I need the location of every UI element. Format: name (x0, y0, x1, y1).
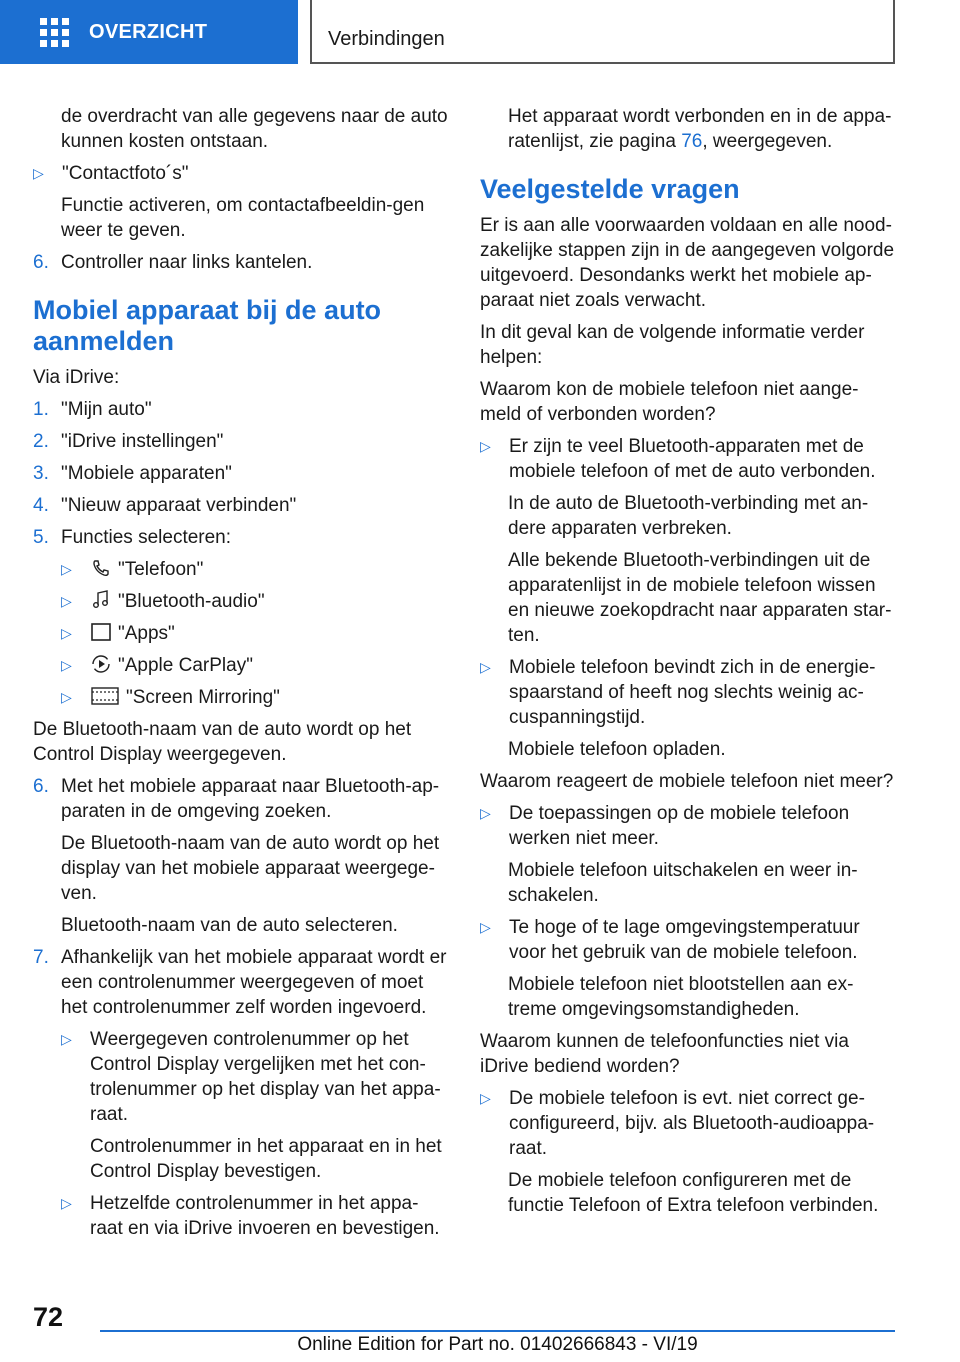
paragraph: Alle bekende Bluetooth-verbindingen uit de apparatenlijst in de mobiele telefoon wissen en nieuwe zoekopdracht naar apparaten star-ten. (508, 550, 892, 646)
list-item-text: "iDrive instellingen" (61, 431, 224, 452)
function-label: "Telefoon" (118, 559, 204, 580)
page-link[interactable]: 76 (681, 131, 703, 152)
paragraph: Mobiele telefoon niet blootstellen aan ex-treme omgevingsomstandigheden. (508, 974, 854, 1020)
list-item-text: Functies selecteren: (61, 527, 232, 548)
paragraph: De Bluetooth-naam van de auto wordt op het Control Display weergegeven. (33, 719, 412, 765)
step-number: 7. (33, 947, 49, 968)
paragraph: Er is aan alle voorwaarden voldaan en alle nood-zakelijke stappen zijn in de aangegeven volgorde uitgevoerd. Desondanks werkt het mobiele ap-paraat niet zoals verwacht. (480, 215, 895, 311)
paragraph: Mobiele telefoon uitschakelen en weer in-schakelen. (508, 860, 858, 906)
bullet-arrow-icon: ▷ (480, 438, 491, 454)
paragraph: Controlenummer in het apparaat en in het Control Display bevestigen. (90, 1136, 442, 1182)
list-item (33, 589, 448, 614)
music-note-icon (90, 590, 112, 610)
list-item (33, 685, 448, 710)
list-item (480, 915, 896, 965)
bullet-arrow-icon: ▷ (61, 1031, 72, 1047)
function-label: "Screen Mirroring" (126, 687, 280, 708)
list-item-text: "Contactfoto´s" (62, 163, 189, 184)
list-item (33, 397, 448, 422)
list-item (480, 801, 896, 851)
carplay-icon (90, 654, 112, 674)
list-item-text: "Mobiele apparaten" (61, 463, 232, 484)
overview-tab[interactable] (0, 0, 298, 64)
list-item (33, 429, 448, 454)
overview-tab-label: OVERZICHT (89, 20, 208, 43)
bullet-arrow-icon: ▷ (480, 919, 491, 935)
step-number: 1. (33, 399, 49, 420)
bullet-arrow-icon: ▷ (61, 593, 72, 609)
section-heading: Veelgestelde vragen (480, 174, 740, 204)
right-column (480, 104, 896, 1225)
paragraph: In dit geval kan de volgende informatie verder helpen: (480, 322, 865, 368)
left-column (33, 104, 448, 1248)
footer-divider (100, 1330, 895, 1332)
screen-mirroring-icon (90, 686, 120, 706)
list-item (480, 434, 896, 484)
list-item-text: Weergegeven controlenummer op het Control Display vergelijken met het con-trolenummer op het display van het appa-raat. (90, 1029, 441, 1125)
bullet-arrow-icon: ▷ (33, 165, 44, 181)
list-item (33, 525, 448, 550)
list-item-text: Hetzelfde controlenummer in het appa-raat en via iDrive invoeren en bevestigen. (90, 1193, 440, 1239)
list-item (33, 653, 448, 678)
list-item-text: Te hoge of te lage omgevingstemperatuur voor het gebruik van de mobiele telefoon. (509, 917, 860, 963)
paragraph: In de auto de Bluetooth-verbinding met an-dere apparaten verbreken. (508, 493, 869, 539)
list-item (33, 557, 448, 582)
paragraph: De Bluetooth-naam van de auto wordt op het display van het mobiele apparaat weergege-ven. (61, 833, 440, 904)
list-item-text: "Mijn auto" (61, 399, 152, 420)
question: Waarom kunnen de telefoonfuncties niet via iDrive bediend worden? (480, 1031, 849, 1077)
list-item-text: "Nieuw apparaat verbinden" (61, 495, 297, 516)
step-number: 4. (33, 495, 49, 516)
bullet-arrow-icon: ▷ (61, 625, 72, 641)
bullet-arrow-icon: ▷ (480, 659, 491, 675)
apps-icon (90, 622, 112, 642)
step-number: 6. (33, 776, 49, 797)
bullet-arrow-icon: ▷ (61, 1195, 72, 1211)
list-item-text: Mobiele telefoon bevindt zich in de energie-spaarstand of heeft nog slechts weinig ac-cuspanningstijd. (509, 657, 876, 728)
list-item-text: Controller naar links kantelen. (61, 252, 313, 273)
paragraph: Functie activeren, om contactafbeeldin-gen weer te geven. (61, 195, 425, 241)
list-item (480, 1086, 896, 1161)
list-item (480, 655, 896, 730)
step-number: 5. (33, 527, 49, 548)
bullet-arrow-icon: ▷ (61, 561, 72, 577)
paragraph: Bluetooth-naam van de auto selecteren. (61, 915, 398, 936)
list-item (33, 774, 448, 824)
list-item (33, 161, 448, 186)
list-item (33, 493, 448, 518)
paragraph: Het apparaat wordt verbonden en in de appa-ratenlijst, zie pagina 76, weergegeven. (508, 106, 892, 152)
page-number: 72 (33, 1302, 64, 1332)
list-item (33, 1027, 448, 1127)
section-heading: Mobiel apparaat bij de auto aanmelden (33, 295, 382, 356)
question: Waarom reageert de mobiele telefoon niet meer? (480, 771, 894, 792)
paragraph: Mobiele telefoon opladen. (508, 739, 726, 760)
step-number: 2. (33, 431, 49, 452)
paragraph: de overdracht van alle gegevens naar de auto kunnen kosten ontstaan. (61, 106, 448, 152)
function-label: "Apps" (118, 623, 175, 644)
list-item-text: De toepassingen op de mobiele telefoon werken niet meer. (509, 803, 850, 849)
section-header (310, 0, 895, 64)
footer-edition: Online Edition for Part no. 01402666843 - VI/19 (297, 1334, 698, 1355)
step-number: 6. (33, 252, 49, 273)
list-item-text: De mobiele telefoon is evt. niet correct ge-configureerd, bijv. als Bluetooth-audioappa-raat. (509, 1088, 875, 1159)
function-label: "Bluetooth-audio" (118, 591, 265, 612)
grid-icon (40, 18, 69, 47)
bullet-arrow-icon: ▷ (480, 805, 491, 821)
list-item (33, 1191, 448, 1241)
paragraph: Via iDrive: (33, 367, 120, 388)
bullet-arrow-icon: ▷ (61, 657, 72, 673)
list-item (33, 461, 448, 486)
phone-icon (90, 558, 112, 578)
function-label: "Apple CarPlay" (118, 655, 253, 676)
paragraph: De mobiele telefoon configureren met de functie Telefoon of Extra telefoon verbinden. (508, 1170, 879, 1216)
list-item-text: Afhankelijk van het mobiele apparaat wordt er een controlenummer weergegeven of moet het controlenummer zelf worden ingevoerd. (61, 947, 447, 1018)
bullet-arrow-icon: ▷ (480, 1090, 491, 1106)
list-item (33, 945, 448, 1020)
bullet-arrow-icon: ▷ (61, 689, 72, 705)
question: Waarom kon de mobiele telefoon niet aange-meld of verbonden worden? (480, 379, 859, 425)
step-number: 3. (33, 463, 49, 484)
list-item-text: Met het mobiele apparaat naar Bluetooth-ap-paraten in de omgeving zoeken. (61, 776, 440, 822)
section-title: Verbindingen (328, 28, 445, 50)
list-item (33, 250, 448, 275)
list-item-text: Er zijn te veel Bluetooth-apparaten met de mobiele telefoon of met de auto verbonden. (509, 436, 876, 482)
list-item (33, 621, 448, 646)
